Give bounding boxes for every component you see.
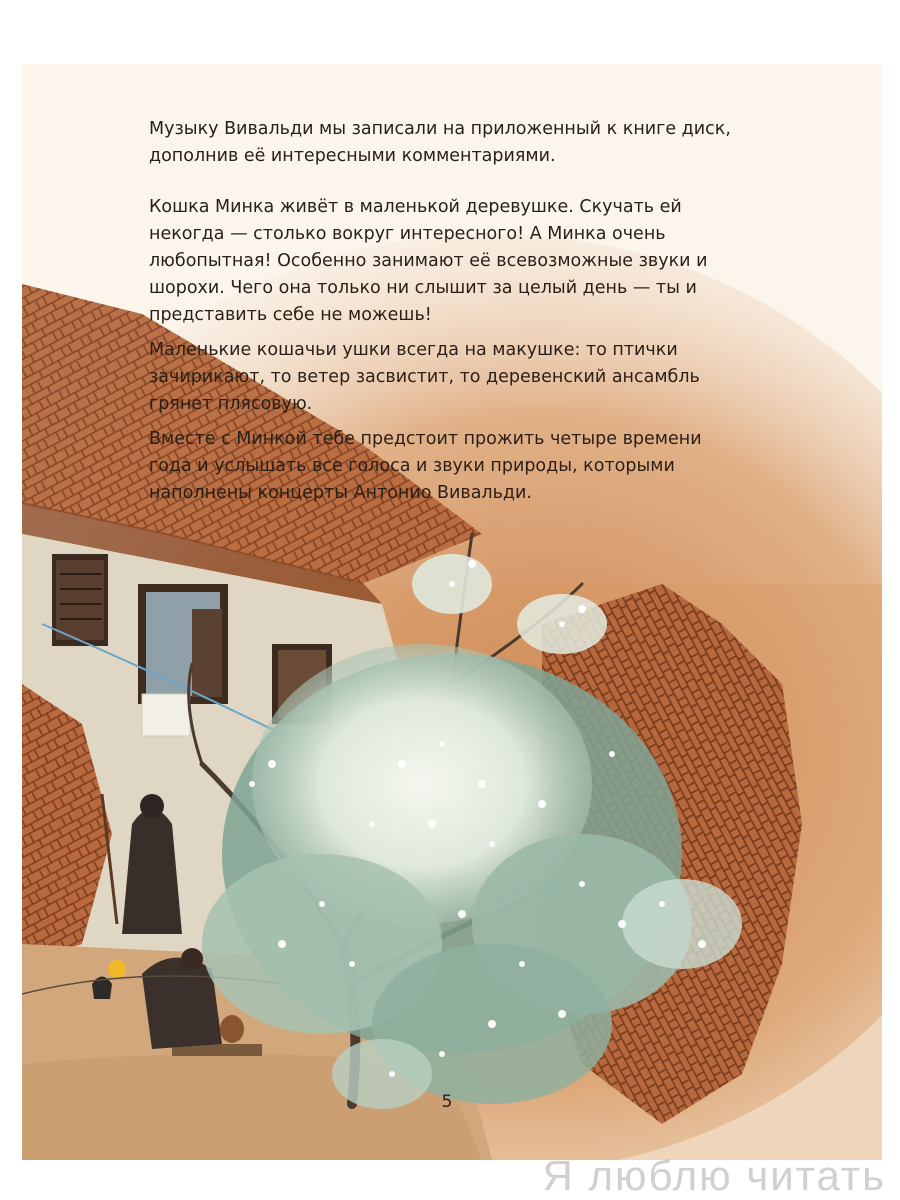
story-paragraph-2: Маленькие кошачьи ушки всегда на макушке: то птички зачирикают, то ветер засвистит, то деревенский ансамбль грянет плясовую. <box>149 340 700 414</box>
page-number: 5 <box>441 1092 453 1112</box>
book-page <box>22 64 882 1160</box>
story-paragraph-1: Кошка Минка живёт в маленькой деревушке. Скучать ей некогда — столько вокруг интересного! А Минка очень любопытная! Особенно занимают её всевозможные звуки и шорохи. Чего она только ни слышит за целый день — ты и представить себе не можешь! <box>149 197 708 325</box>
story-text <box>149 116 749 515</box>
intro-paragraph: Музыку Вивальди мы записали на приложенный к книге диск, дополнив её интересными комментариями. <box>149 119 731 166</box>
watermark: Я люблю читать <box>542 1152 886 1199</box>
story-paragraph-3: Вместе с Минкой тебе предстоит прожить четыре времени года и услышать все голоса и звуки природы, которыми наполнены концерты Антонио Вивальди. <box>149 429 702 503</box>
